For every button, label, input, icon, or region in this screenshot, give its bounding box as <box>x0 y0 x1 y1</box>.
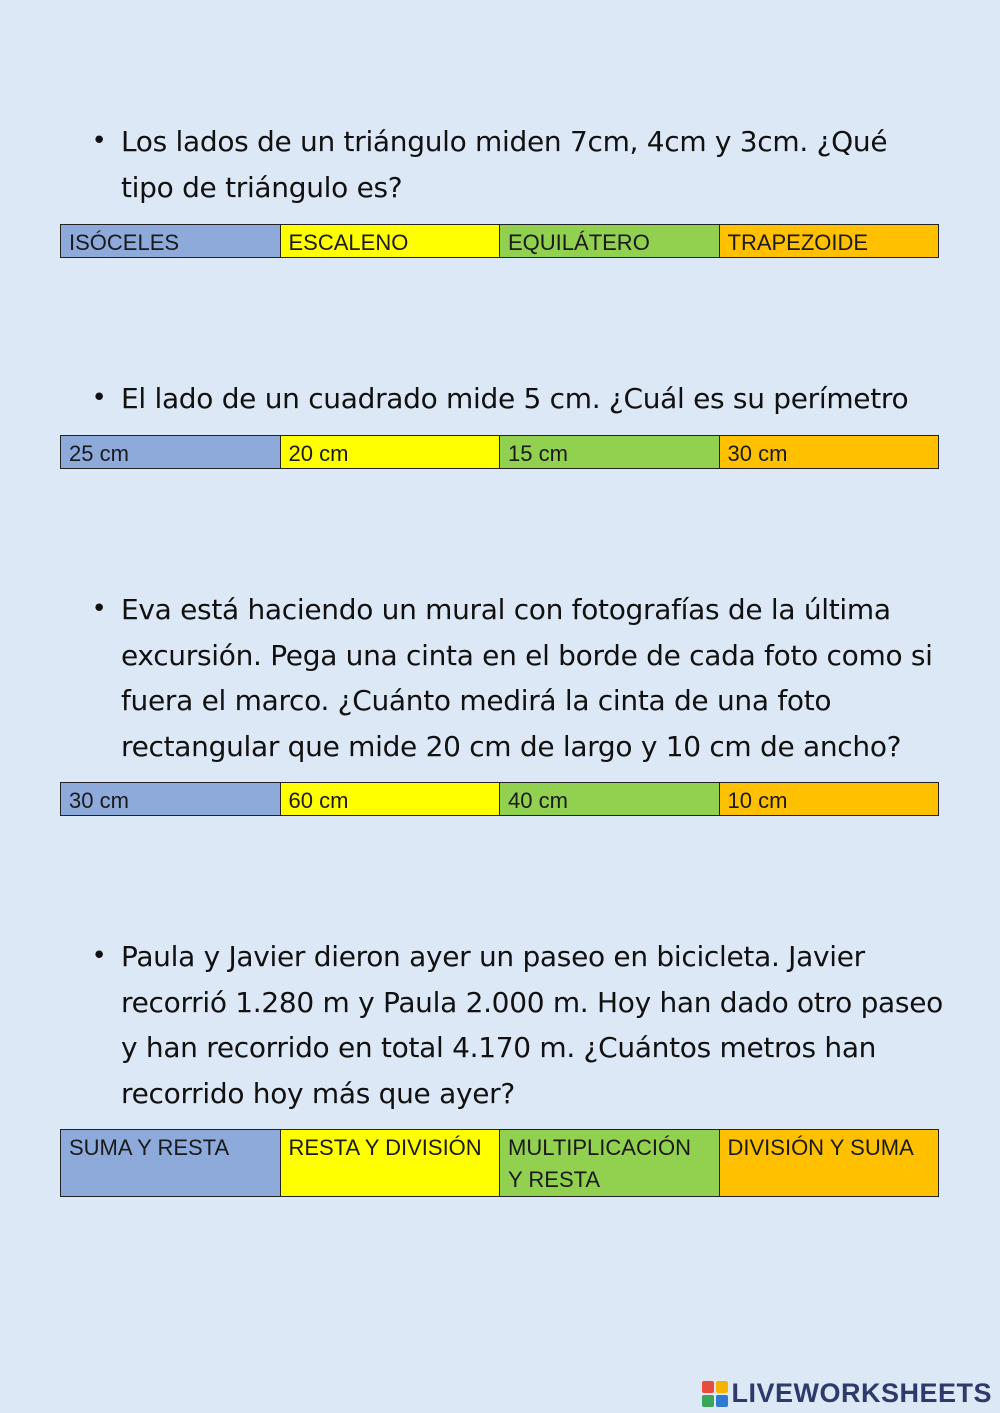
question-2 <box>88 376 948 422</box>
answer-options-2 <box>60 435 939 469</box>
question-text: El lado de un cuadrado mide 5 cm. ¿Cuál es su perímetro <box>121 382 909 415</box>
bullet: • <box>91 126 107 156</box>
option-escaleno[interactable]: ESCALENO <box>281 225 501 257</box>
option-10cm[interactable]: 10 cm <box>720 783 939 815</box>
question-text: Paula y Javier dieron ayer un paseo en bicicleta. Javier recorrió 1.280 m y Paula 2.000 m. Hoy han dado otro paseo y han recorrido en total 4.170 m. ¿Cuántos metros han recorrido hoy más que ayer? <box>121 940 943 1110</box>
liveworksheets-logo-icon <box>702 1381 728 1407</box>
bullet: • <box>91 594 107 624</box>
question-4 <box>88 934 948 1116</box>
logo-text: LIVEWORKSHEETS <box>731 1378 992 1408</box>
option-isosceles[interactable]: ISÓCELES <box>61 225 281 257</box>
question-3 <box>88 587 948 769</box>
bullet: • <box>91 383 107 413</box>
option-suma-y-resta[interactable]: SUMA Y RESTA <box>61 1130 281 1196</box>
question-text: Los lados de un triángulo miden 7cm, 4cm y 3cm. ¿Qué tipo de triángulo es? <box>121 125 888 204</box>
answer-options-1 <box>60 224 939 258</box>
question-1 <box>88 119 948 210</box>
option-multiplicacion-y-resta[interactable]: MULTIPLICACIÓN Y RESTA <box>500 1130 720 1196</box>
option-40cm[interactable]: 40 cm <box>500 783 720 815</box>
option-25cm[interactable]: 25 cm <box>61 436 281 468</box>
answer-options-4 <box>60 1129 939 1197</box>
answer-options-3 <box>60 782 939 816</box>
option-20cm[interactable]: 20 cm <box>281 436 501 468</box>
question-text: Eva está haciendo un mural con fotografías de la última excursión. Pega una cinta en el borde de cada foto como si fuera el marco. ¿Cuánto medirá la cinta de una foto rectangular que mide 20 cm de largo y 10 cm de ancho? <box>121 593 933 763</box>
option-trapezoide[interactable]: TRAPEZOIDE <box>720 225 939 257</box>
option-60cm[interactable]: 60 cm <box>281 783 501 815</box>
option-30cm[interactable]: 30 cm <box>61 783 281 815</box>
liveworksheets-logo <box>702 1378 992 1409</box>
option-15cm[interactable]: 15 cm <box>500 436 720 468</box>
bullet: • <box>91 941 107 971</box>
option-division-y-suma[interactable]: DIVISIÓN Y SUMA <box>720 1130 939 1196</box>
option-resta-y-division[interactable]: RESTA Y DIVISIÓN <box>281 1130 501 1196</box>
option-equilatero[interactable]: EQUILÁTERO <box>500 225 720 257</box>
option-30cm[interactable]: 30 cm <box>720 436 939 468</box>
